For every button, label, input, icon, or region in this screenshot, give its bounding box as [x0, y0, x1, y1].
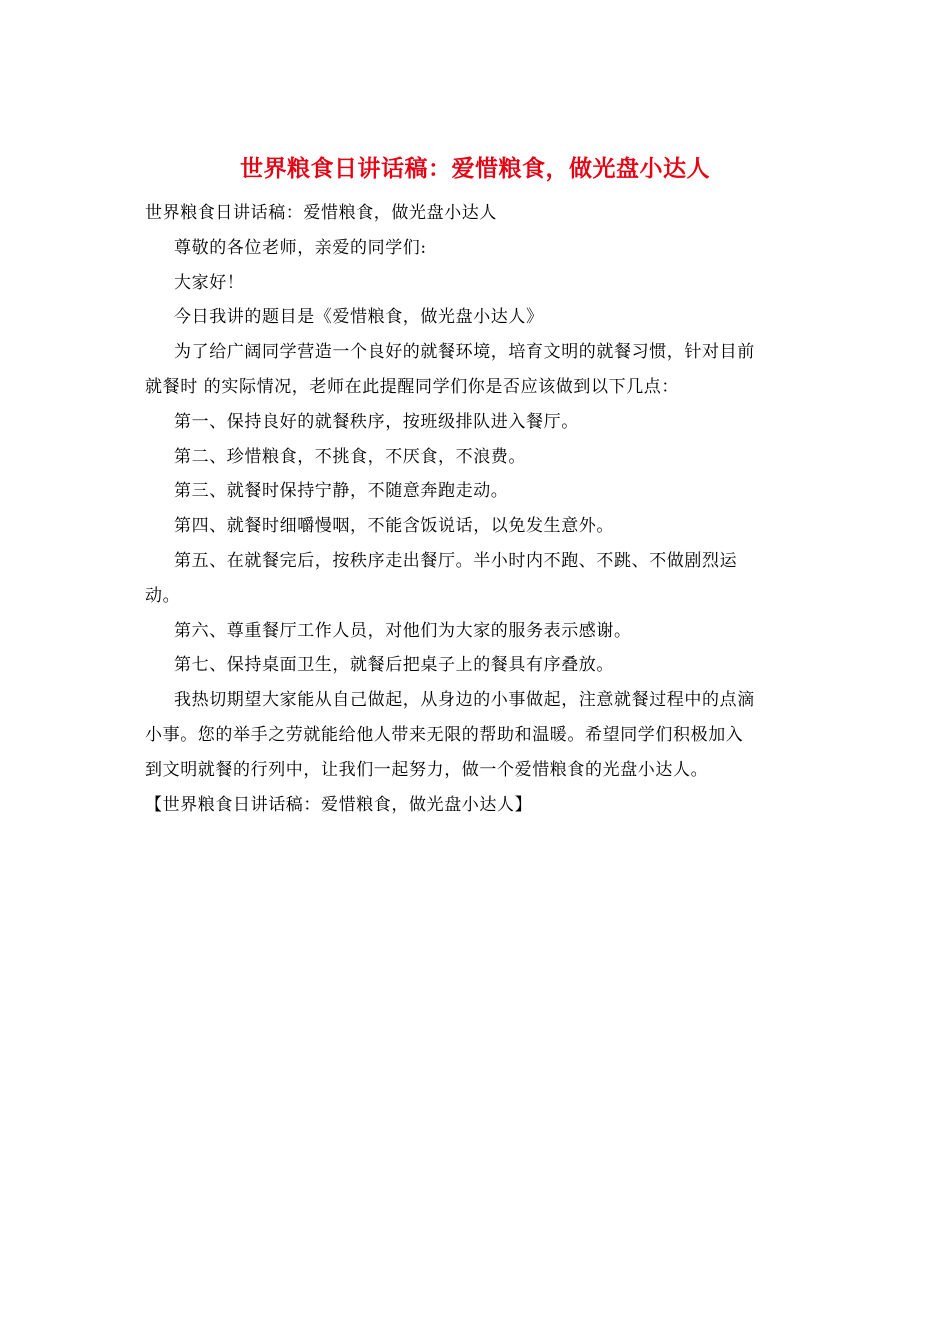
document-body: [145, 196, 810, 822]
intro-paragraph: [145, 335, 810, 405]
point-5-line-2: 动。: [145, 585, 181, 606]
closing-line-1: 我热切期望大家能从自己做起，从身边的小事做起，注意就餐过程中的点滴: [174, 690, 755, 711]
document-subtitle: 世界粮食日讲话稿：爱惜粮食，做光盘小达人: [145, 203, 497, 223]
closing-line-3: 到文明就餐的行列中，让我们一起努力，做一个爱惜粮食的光盘小达人。: [145, 759, 709, 780]
hello-line: 大家好！: [174, 272, 245, 293]
point-3: 第三、就餐时保持宁静，不随意奔跑走动。: [174, 481, 509, 502]
point-7: 第七、保持桌面卫生，就餐后把桌子上的餐具有序叠放。: [174, 655, 614, 676]
point-4: 第四、就餐时细嚼慢咽，不能含饭说话，以免发生意外。: [174, 516, 614, 537]
point-5-line-1: 第五、在就餐完后，按秩序走出餐厅。半小时内不跑、不跳、不做剧烈运: [174, 550, 738, 571]
closing-line-2: 小事。您的举手之劳就能给他人带来无限的帮助和温暖。希望同学们积极加入: [145, 724, 744, 745]
point-1: 第一、保持良好的就餐秩序，按班级排队进入餐厅。: [174, 411, 579, 432]
intro-line-1: 为了给广阔同学营造一个良好的就餐环境，培育文明的就餐习惯，针对目前: [174, 342, 755, 363]
topic-line: 今日我讲的题目是《爱惜粮食，做光盘小达人》: [174, 307, 544, 328]
intro-line-2: 就餐时 的实际情况，老师在此提醒同学们你是否应该做到以下几点：: [145, 376, 680, 397]
document-title: 世界粮食日讲话稿：爱惜粮食，做光盘小达人: [240, 155, 710, 182]
greeting-line: 尊敬的各位老师，亲爱的同学们:: [174, 237, 427, 258]
point-5: [145, 544, 810, 614]
closing-paragraph: [145, 683, 810, 787]
document-footer: 【世界粮食日讲话稿：爱惜粮食，做光盘小达人】: [145, 794, 533, 815]
point-2: 第二、珍惜粮食，不挑食，不厌食，不浪费。: [174, 446, 526, 467]
point-6: 第六、尊重餐厅工作人员，对他们为大家的服务表示感谢。: [174, 620, 632, 641]
